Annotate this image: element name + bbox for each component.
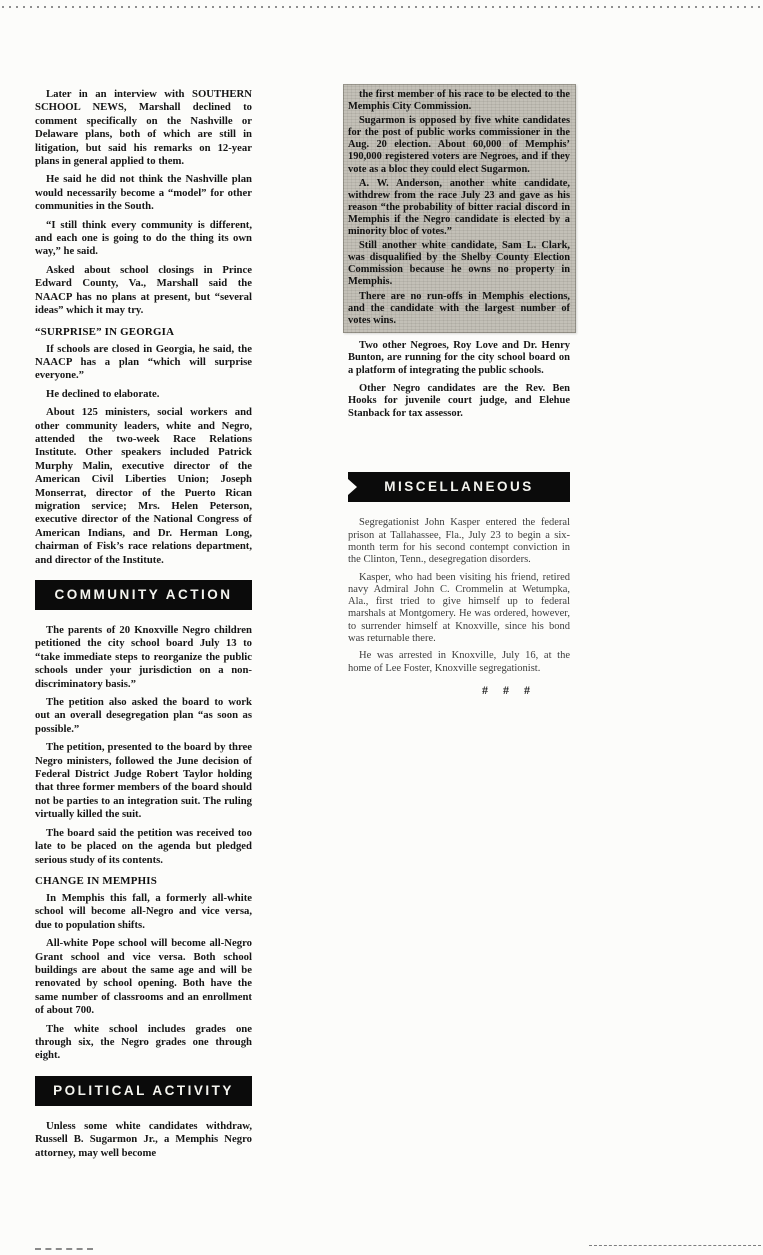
paragraph: A. W. Anderson, another white candidate, withdrew from the race July 23 and gave as his reason “the probability of bitter racial discord in Memphis if the Negro candidate is elected by a minority bloc of votes.” <box>348 177 570 238</box>
paragraph: Sugarmon is opposed by five white candidates for the post of public works commissioner in the Aug. 20 election. About 60,000 of Memphis’ 190,000 registered voters are Negroes, and if they vote as a bloc they could elect Sugarmon. <box>348 115 570 175</box>
paragraph: Two other Negroes, Roy Love and Dr. Henry Bunton, are running for the city school board on a platform of integrating the public schools. <box>348 339 570 376</box>
section-banner-miscellaneous <box>348 472 570 502</box>
bottom-left-dash-mark <box>35 1248 93 1250</box>
paragraph: He declined to elaborate. <box>46 387 160 400</box>
article-end-mark: # # # <box>482 682 536 697</box>
right-column <box>348 88 570 698</box>
paragraph: He was arrested in Knoxville, July 16, at the home of Lee Foster, Knoxville segregationist. <box>348 650 570 674</box>
perforation-top-edge <box>2 6 761 8</box>
paragraph: About 125 ministers, social workers and other community leaders, white and Negro, attended the two-week Race Relations Institute. Other speakers included Patrick Murphy Malin, executive director of the American Civil Liberties Union; Joseph Monserrat, director of the Puerto Rican migration service; Mrs. Helen Peterson, executive director of the National Congress of American Indians, and Dr. Herman Long, chairman of Fisk’s race relations department, and director of the Institute. <box>35 406 252 566</box>
paragraph: Other Negro candidates are the Rev. Ben Hooks for juvenile court judge, and Elehue Stanback for tax assessor. <box>348 382 570 419</box>
section-banner-political-activity <box>35 1076 252 1106</box>
paragraph: The board said the petition was received too late to be placed on the agenda but pledged serious study of its contents. <box>35 826 252 866</box>
banner-label: MISCELLANEOUS <box>384 479 534 495</box>
paragraph: Later in an interview with SOUTHERN SCHOOL NEWS, Marshall declined to comment specifically on the Nashville or Delaware plans, both of which are still in litigation, but said his remarks on 12-year plans in general applied to them. <box>35 88 252 168</box>
paragraph: Still another white candidate, Sam L. Clark, was disqualified by the Shelby County Election Commission because he owns no property in Memphis. <box>348 240 570 288</box>
banner-label: POLITICAL ACTIVITY <box>53 1082 234 1098</box>
paragraph: The petition also asked the board to work out an overall desegregation plan “as soon as possible.” <box>35 696 252 735</box>
highlighted-clipping <box>343 84 576 333</box>
paragraph: “I still think every community is different, and each one is going to do the thing its own way,” he said. <box>35 218 252 258</box>
subhead-surprise-in-georgia: “SURPRISE” IN GEORGIA <box>35 325 175 338</box>
paragraph: The parents of 20 Knoxville Negro children petitioned the city school board July 13 to “take immediate steps to reorganize the public schools under your jurisdiction on a non-discriminatory basis.” <box>35 624 252 690</box>
paragraph: Segregationist John Kasper entered the federal prison at Tallahassee, Fla., July 23 to begin a six-month term for his second contempt conviction in the Clinton, Tenn., desegregation disorders. <box>348 517 570 566</box>
paragraph: Asked about school closings in Prince Edward County, Va., Marshall said the NAACP has no plans at present, but “several ideas” which it may try. <box>35 263 252 317</box>
paragraph: The petition, presented to the board by three Negro ministers, followed the June decision of Federal District Judge Robert Taylor holding that three former members of the board should not be parties to an integration suit. The ruling virtually killed the suit. <box>35 741 252 821</box>
paragraph: There are no run-offs in Memphis elections, and the candidate with the largest number of votes wins. <box>348 290 570 326</box>
paragraph: If schools are closed in Georgia, he said, the NAACP has a plan “which will surprise everyone.” <box>35 342 252 382</box>
paragraph: Kasper, who had been visiting his friend, retired navy Admiral John C. Crommelin at Wetumpka, Ala., first tried to give himself up to federal marshals at Montgomery. He was ordered, however, to surrender himself at Knoxville, since his bond was returnable there. <box>348 571 570 645</box>
paragraph: All-white Pope school will become all-Negro Grant school and vice versa. Both school buildings are about the same age and will be renovated by school opening. Both have the same number of classrooms and an enrollment of about 700. <box>35 937 252 1017</box>
paragraph: Unless some white candidates withdraw, Russell B. Sugarmon Jr., a Memphis Negro attorney, may well become <box>35 1119 252 1159</box>
section-banner-community-action <box>35 580 252 610</box>
paragraph: The white school includes grades one through six, the Negro grades one through eight. <box>35 1022 252 1062</box>
banner-label: COMMUNITY ACTION <box>54 587 233 602</box>
paragraph: the first member of his race to be elected to the Memphis City Commission. <box>348 89 570 113</box>
subhead-change-in-memphis: CHANGE IN MEMPHIS <box>35 874 157 887</box>
paragraph: He said he did not think the Nashville plan would necessarily become a “model” for other communities in the South. <box>35 173 252 213</box>
left-column <box>35 88 252 1165</box>
bottom-right-dash-mark <box>589 1245 761 1246</box>
paragraph: In Memphis this fall, a formerly all-white school will become all-Negro and vice versa, due to population shifts. <box>35 891 252 931</box>
miscellaneous-section-body <box>348 517 570 675</box>
